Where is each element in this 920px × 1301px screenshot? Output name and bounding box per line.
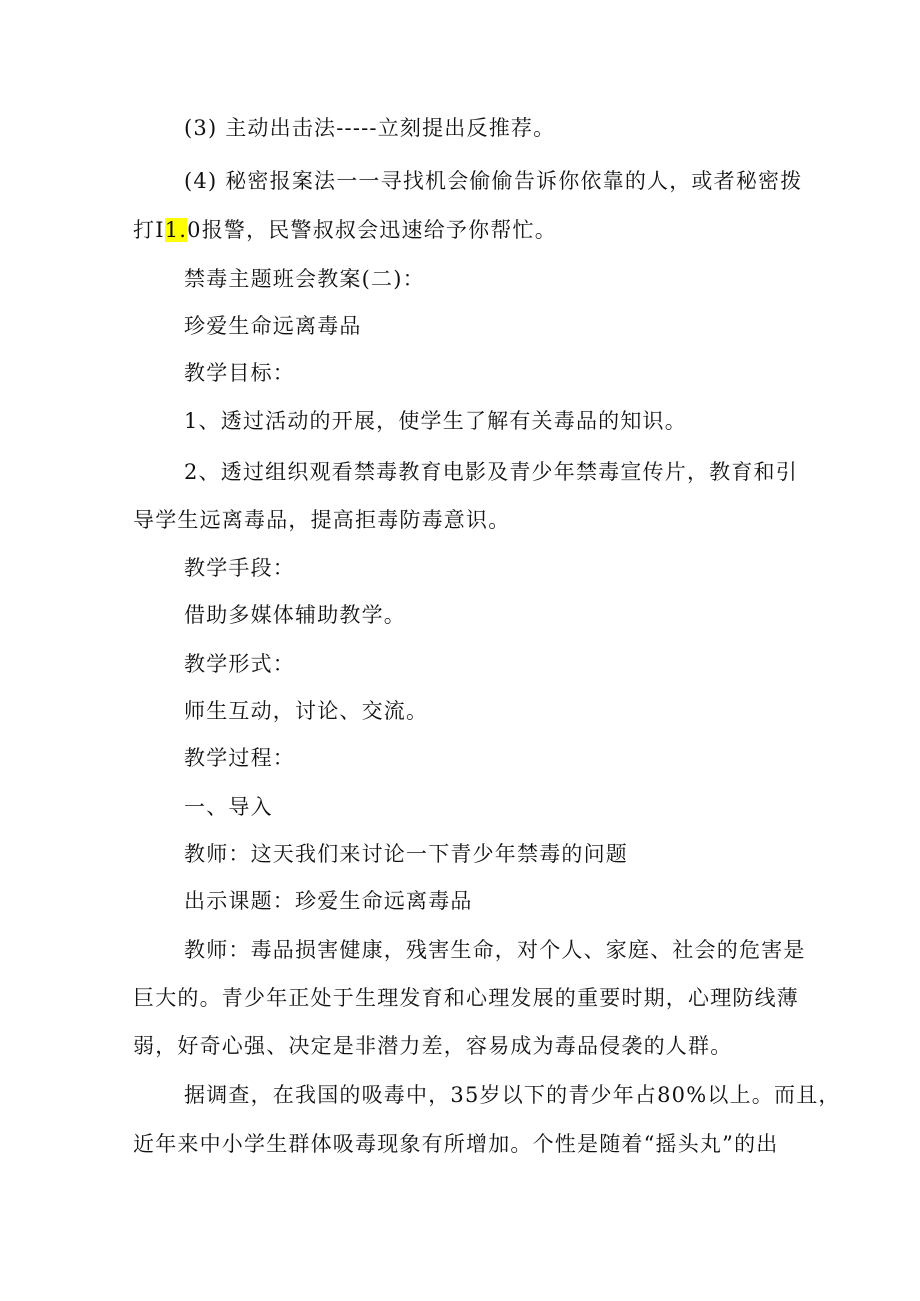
paragraph-line: 借助多媒体辅助教学。 xyxy=(184,603,406,627)
paragraph-line: 禁毒主题班会教案(二)： xyxy=(184,267,425,291)
paragraph-line: 巨大的。青少年正处于生理发育和心理发展的重要时期，心理防线薄 xyxy=(133,986,799,1010)
highlighted-text: 1. xyxy=(164,218,188,242)
paragraph-line: 师生互动，讨论、交流。 xyxy=(184,699,429,723)
text-run: 打I xyxy=(133,218,165,242)
paragraph-line: 导学生远离毒品，提高拒毒防毒意识。 xyxy=(133,508,511,532)
paragraph-line: 珍爱生命远离毒品 xyxy=(184,314,362,338)
paragraph-line: 据调查，在我国的吸毒中，35岁以下的青少年占80%以上。而且， xyxy=(184,1083,841,1107)
paragraph-line: (4) 秘密报案法一一寻找机会偷偷告诉你依靠的人，或者秘密拨 xyxy=(184,169,803,193)
paragraph-line: 教学形式： xyxy=(184,652,295,676)
paragraph-line: 近年来中小学生群体吸毒现象有所增加。个性是随着“摇头丸”的出 xyxy=(133,1132,779,1156)
text-run: 0 xyxy=(187,218,202,242)
paragraph-line: 教学手段： xyxy=(184,556,295,580)
paragraph-line: 1、透过活动的开展，使学生了解有关毒品的知识。 xyxy=(184,409,687,433)
paragraph-line: (3) 主动出击法-----立刻提出反推荐。 xyxy=(184,116,556,140)
paragraph-line: 2、透过组织观看禁毒教育电影及青少年禁毒宣传片，教育和引 xyxy=(184,460,798,484)
paragraph-line: 一、导入 xyxy=(184,795,273,819)
text-run: 报警，民警叔叔会迅速给予你帮忙。 xyxy=(201,218,557,242)
paragraph-line: 弱，好奇心强、决定是非潜力差，容易成为毒品侵袭的人群。 xyxy=(133,1034,733,1058)
paragraph-line: 教学过程： xyxy=(184,746,295,770)
paragraph-line: 教学目标： xyxy=(184,361,295,385)
paragraph-line: 出示课题：珍爱生命远离毒品 xyxy=(184,889,473,913)
paragraph-line: 教师：这天我们来讨论一下青少年禁毒的问题 xyxy=(184,842,628,866)
paragraph-line: 教师：毒品损害健康，残害生命，对个人、家庭、社会的危害是 xyxy=(184,938,806,962)
paragraph-line xyxy=(133,215,557,245)
